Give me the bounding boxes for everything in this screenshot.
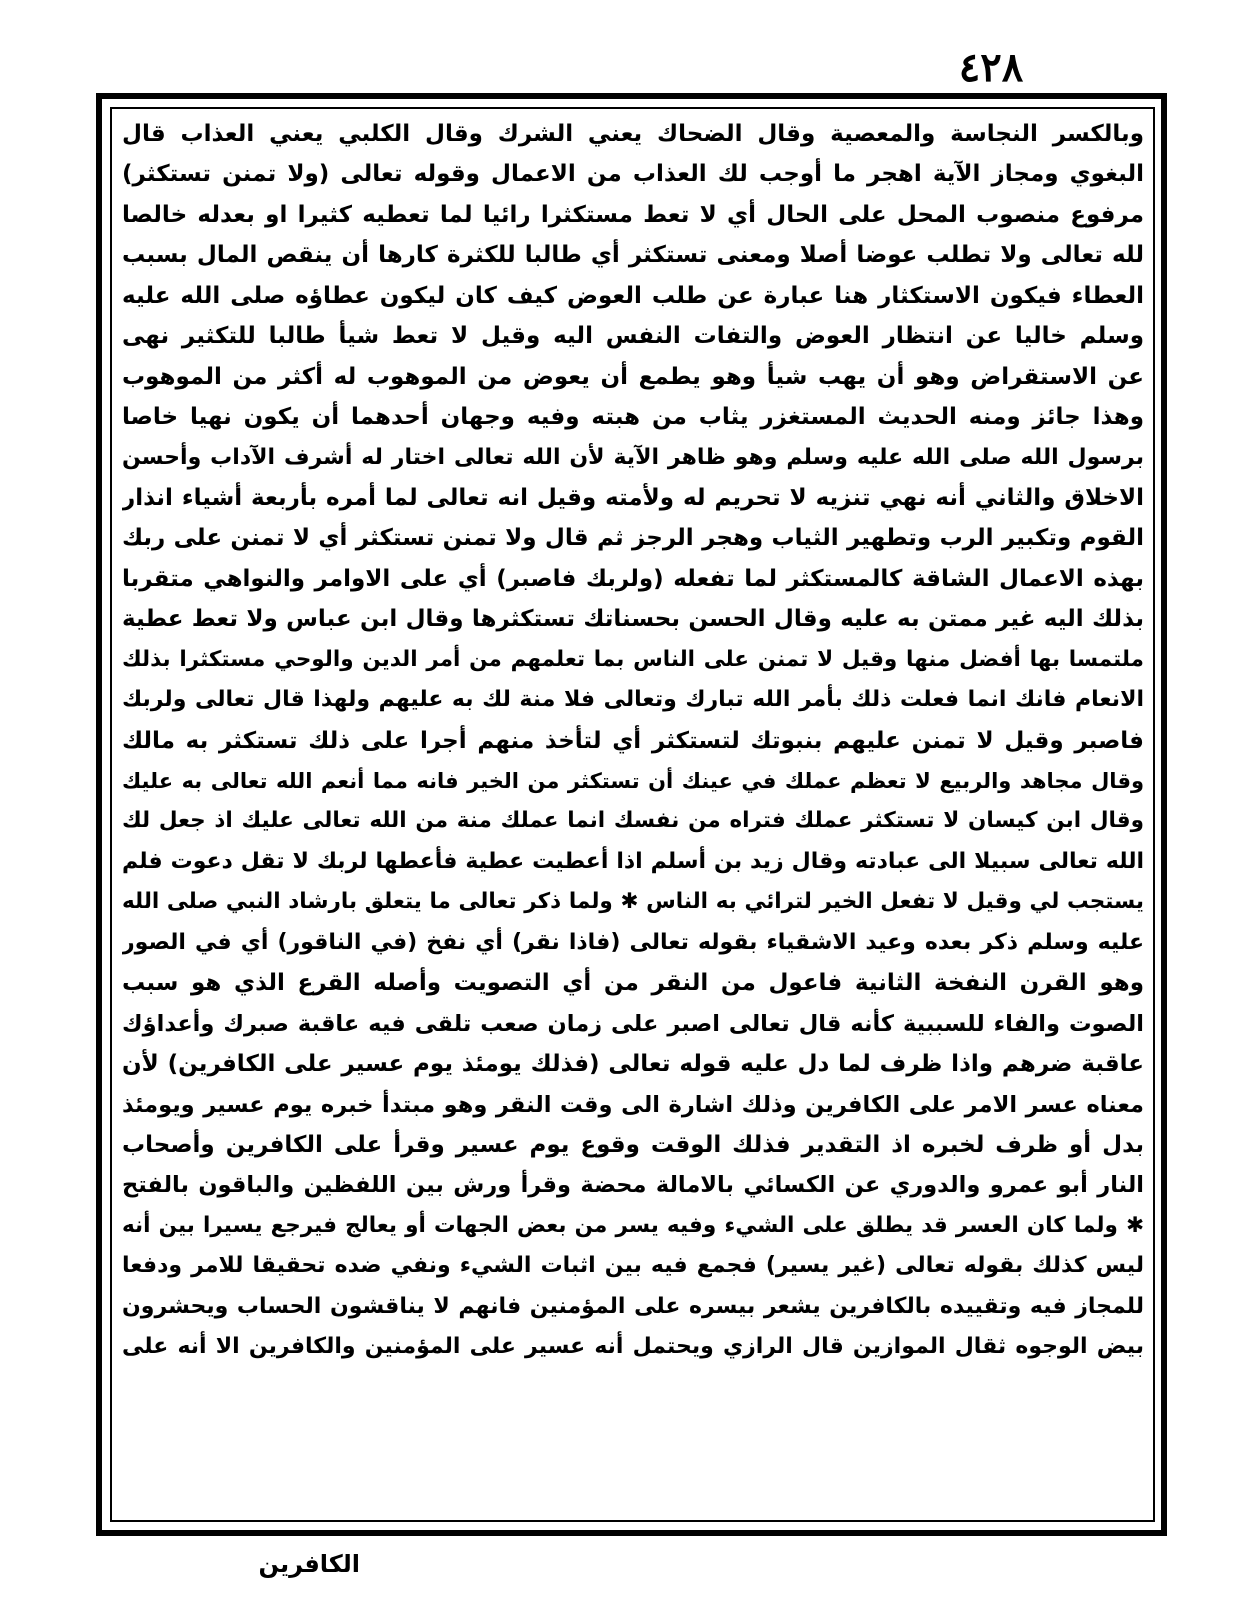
text-line: وبالكسر النجاسة والمعصية وقال الضحاك يعني الشرك وقال الكلبي يعني العذاب قال (122, 121, 1144, 147)
text-line: عن الاستقراض وهو أن يهب شيأ وهو يطمع أن يعوض من الموهوب له أكثر من الموهوب (122, 363, 1144, 390)
text-line: ✱ ولما كان العسر قد يطلق على الشيء وفيه يسر من بعض الجهات أو يعالج فيرجع يسيرا بين أنه (122, 1212, 1144, 1238)
text-line: فاصبر وقيل لا تمنن عليهم بنبوتك لتستكثر أي لتأخذ منهم أجرا على ذلك تستكثر به مالك (122, 727, 1144, 754)
text-line: للمجاز فيه وتقييده بالكافرين يشعر بيسره على المؤمنين فانهم لا يناقشون الحساب ويحشرون (122, 1293, 1144, 1319)
text-line: ملتمسا بها أفضل منها وقيل لا تمنن على الناس بما تعلمهم من أمر الدين والوحي مستكثرا بذلك (122, 646, 1144, 672)
text-line: مرفوع منصوب المحل على الحال أي لا تعط مستكثرا رائيا لما تعطيه كثيرا او بعدله خالصا (122, 201, 1144, 228)
text-line: البغوي ومجاز الآية اهجر ما أوجب لك العذاب من الاعمال وقوله تعالى (ولا تمنن تستكثر) (122, 161, 1144, 188)
text-line: وقال مجاهد والربيع لا تعظم عملك في عينك أن تستكثر من الخير فانه مما أنعم الله تعالى به عليك (122, 769, 1144, 793)
text-line: القوم وتكبير الرب وتطهير الثياب وهجر الرجز ثم قال ولا تمنن تستكثر أي لا تمنن على ربك (122, 525, 1144, 552)
text-line: وسلم خاليا عن انتظار العوض والتفات النفس اليه وقيل لا تعط شيأ طالبا للتكثير نهى (122, 323, 1144, 350)
text-line: عاقبة ضرهم واذا ظرف لما دل عليه قوله تعالى (فذلك يومئذ يوم عسير على الكافرين) لأن (122, 1051, 1144, 1078)
text-line: بذلك اليه غير ممتن به عليه وقال الحسن بحسناتك تستكثرها وقال ابن عباس ولا تعط عطية (122, 606, 1144, 633)
text-line: لله تعالى ولا تطلب عوضا أصلا ومعنى تستكثر أي طالبا للكثرة كارها أن ينقص المال بسبب (122, 242, 1144, 269)
text-line: ليس كذلك بقوله تعالى (غير يسير) فجمع فيه بين اثبات الشيء ونفي ضده تحقيقا للامر ودفعا (122, 1253, 1144, 1279)
text-line: بهذه الاعمال الشاقة كالمستكثر لما تفعله (ولربك فاصبر) أي على الاوامر والنواهي متقربا (122, 565, 1144, 592)
text-line: العطاء فيكون الاستكثار هنا عبارة عن طلب العوض كيف كان ليكون عطاؤه صلى الله عليه (122, 282, 1144, 309)
text-line: يستجب لي وقيل لا تفعل الخير لترائي به الناس ✱ ولما ذكر تعالى ما يتعلق بارشاد النبي صلى الله (122, 889, 1144, 915)
text-line: الله تعالى سبيلا الى عبادته وقال زيد بن أسلم اذا أعطيت عطية فأعطها لربك لا تقل دعوت فلم (122, 848, 1144, 874)
text-line: الصوت والفاء للسببية كأنه قال تعالى اصبر على زمان صعب تلقى فيه عاقبة صبرك وأعداؤك (122, 1010, 1144, 1037)
text-line: معناه عسر الامر على الكافرين وذلك اشارة الى وقت النقر وهو مبتدأ خبره يوم عسير ويومئذ (122, 1091, 1144, 1118)
catchword: الكافرين (258, 1550, 360, 1578)
text-line: وقال ابن كيسان لا تستكثر عملك فتراه من نفسك انما عملك منة من الله تعالى عليك اذ جعل لك (122, 808, 1144, 834)
text-line: بيض الوجوه ثقال الموازين قال الرازي ويحتمل أنه عسير على المؤمنين والكافرين الا أنه على (122, 1334, 1144, 1360)
text-line: برسول الله صلى الله عليه وسلم وهو ظاهر الآية لأن الله تعالى اختار له أشرف الآداب وأحسن (122, 444, 1144, 470)
text-line: الانعام فانك انما فعلت ذلك بأمر الله تبارك وتعالى فلا منة لك به عليهم ولهذا قال تعالى ولربك (122, 687, 1144, 713)
body-text (122, 114, 1144, 1514)
text-line: الاخلاق والثاني أنه نهي تنزيه لا تحريم له ولأمته وقيل انه تعالى لما أمره بأربعة أشياء انذار (122, 484, 1144, 511)
text-line: بدل أو ظرف لخبره اذ التقدير فذلك الوقت وقوع يوم عسير وقرأ على الكافرين وأصحاب (122, 1131, 1144, 1158)
text-line: النار أبو عمرو والدوري عن الكسائي بالامالة محضة وقرأ ورش بين اللفظين والباقون بالفتح (122, 1172, 1144, 1199)
text-line: عليه وسلم ذكر بعده وعيد الاشقياء بقوله تعالى (فاذا نقر) أي نفخ (في الناقور) أي في الصور (122, 929, 1144, 955)
text-line: وهو القرن النفخة الثانية فاعول من النقر من أي التصويت وأصله القرع الذي هو سبب (122, 970, 1144, 997)
page-number: ٤٢٨ (958, 44, 1024, 91)
text-line: وهذا جائز ومنه الحديث المستغزر يثاب من هبته وفيه وجهان أحدهما أن يكون نهيا خاصا (122, 404, 1144, 431)
